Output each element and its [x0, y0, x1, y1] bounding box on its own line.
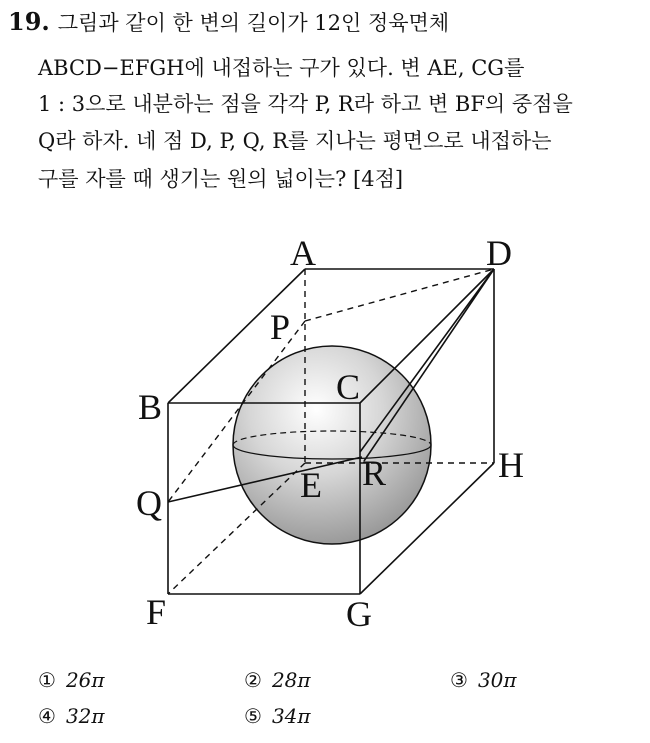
label-b: B — [138, 387, 163, 427]
choice-3-value: 30π — [477, 668, 517, 692]
choice-2[interactable] — [244, 668, 311, 692]
choice-2-value: 28π — [271, 668, 311, 692]
segment-pd — [305, 269, 494, 321]
label-d: D — [486, 233, 512, 273]
choice-3[interactable] — [450, 668, 517, 692]
choice-5-value: 34π — [271, 704, 311, 728]
label-h: H — [498, 445, 524, 485]
choice-1[interactable] — [38, 668, 105, 692]
inscribed-sphere — [233, 346, 431, 544]
choice-5[interactable] — [244, 704, 311, 728]
problem-text-2: ABCD−EFGH에 내접하는 구가 있다. 변 AE, CG를 — [38, 56, 525, 80]
choice-5-number: ⑤ — [244, 704, 262, 728]
label-f: F — [146, 592, 167, 632]
label-e: E — [300, 465, 322, 505]
problem-text-5: 구를 자를 때 생기는 원의 넓이는? [4점] — [38, 167, 404, 191]
label-r: R — [362, 453, 387, 493]
choice-1-value: 26π — [65, 668, 105, 692]
answer-choices — [0, 664, 650, 734]
choice-3-number: ③ — [450, 668, 468, 692]
problem-number: 19. — [8, 7, 50, 36]
label-q: Q — [136, 483, 162, 523]
cube-sphere-figure — [0, 215, 650, 645]
problem-text-1: 그림과 같이 한 변의 길이가 12인 정육면체 — [57, 11, 450, 35]
choice-1-number: ① — [38, 668, 56, 692]
figure-svg — [0, 215, 650, 645]
problem-line-1 — [8, 6, 449, 39]
label-a: A — [290, 233, 316, 273]
label-c: C — [336, 367, 361, 407]
choice-4-number: ④ — [38, 704, 56, 728]
choice-4[interactable] — [38, 704, 105, 728]
edge-dc — [360, 269, 494, 403]
label-g: G — [346, 594, 372, 634]
problem-text-4: Q라 하자. 네 점 D, P, Q, R를 지나는 평면으로 내접하는 — [38, 129, 552, 153]
choice-4-value: 32π — [65, 704, 105, 728]
choice-2-number: ② — [244, 668, 262, 692]
problem-text-3: 1 : 3으로 내분하는 점을 각각 P, R라 하고 변 BF의 중점을 — [38, 92, 573, 116]
label-p: P — [270, 307, 291, 347]
